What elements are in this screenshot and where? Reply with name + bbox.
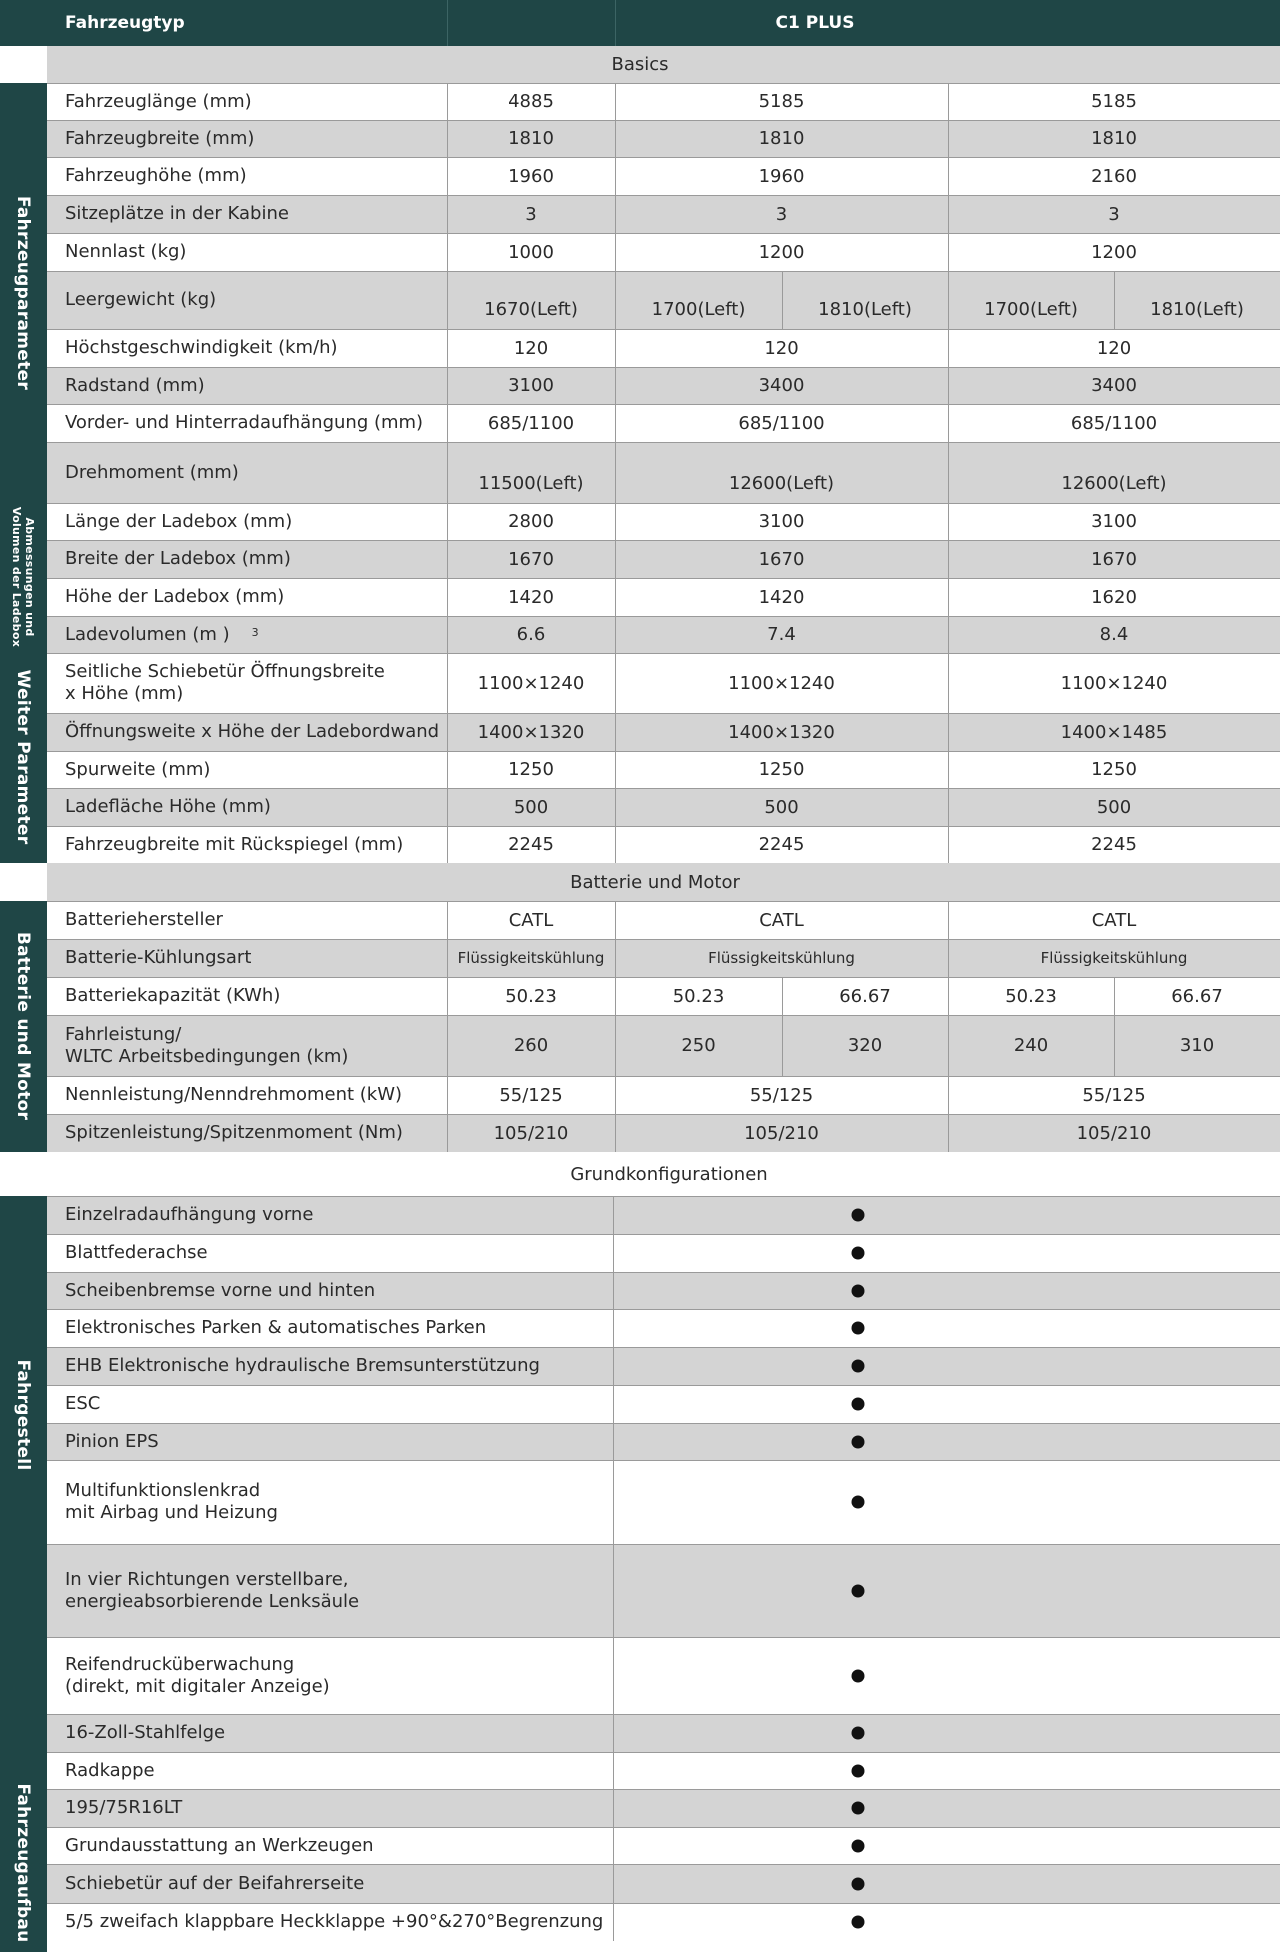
sidebar-label: Fahrzeugparameter: [13, 195, 33, 391]
row-label: 16-Zoll-Stahlfelge: [65, 1722, 226, 1743]
value-cell: Flüssigkeitskühlung: [1040, 949, 1188, 967]
value-cell: 3400: [758, 375, 805, 396]
value-cell: 2800: [508, 511, 554, 532]
value-cell: 1100×1240: [1060, 672, 1168, 694]
value-cell: 120: [1096, 337, 1132, 359]
value-cell: 320: [847, 1035, 883, 1056]
standard-feature-dot: [852, 1322, 865, 1335]
row-label: Grundausstattung an Werkzeugen: [65, 1834, 374, 1856]
row-label: Höhe der Ladebox (mm): [65, 586, 285, 607]
row-label: Einzelradaufhängung vorne: [65, 1204, 314, 1225]
value-cell: 500: [513, 796, 549, 818]
value-cell: 1960: [508, 165, 554, 187]
table-row: [47, 826, 1280, 863]
standard-feature-dot: [852, 1435, 865, 1448]
value-cell: 3: [1108, 203, 1120, 225]
table-row: [47, 1347, 1280, 1385]
row-label: Spurweite (mm): [65, 758, 211, 780]
value-cell: 2245: [1091, 834, 1137, 855]
value-cell: CATL: [759, 909, 804, 931]
row-label: Radkappe: [65, 1759, 155, 1781]
row-label: Batterie-Kühlungsart: [65, 947, 252, 968]
table-row: [47, 901, 1280, 939]
section-grund: [47, 1152, 1280, 1196]
value-cell: 685/1100: [1070, 412, 1158, 434]
value-cell: CATL: [508, 909, 554, 931]
standard-feature-dot: [852, 1398, 865, 1411]
standard-feature-dot: [852, 1916, 865, 1929]
row-label: Elektronisches Parken & automatisches Parken: [65, 1317, 487, 1338]
value-cell: 1670(Left): [484, 299, 578, 320]
standard-feature-dot: [852, 1764, 865, 1777]
table-row: [47, 1309, 1280, 1347]
table-row: [47, 442, 1280, 503]
row-label: Blattfederachse: [65, 1242, 208, 1263]
value-cell: 1810(Left): [818, 299, 912, 320]
table-row: [47, 83, 1280, 120]
standard-feature-dot: [852, 1360, 865, 1373]
value-cell: 3100: [508, 375, 554, 396]
table-row: [47, 233, 1280, 271]
row-label: In vier Richtungen verstellbare, energieabsorbierende Lenksäule: [65, 1568, 360, 1612]
row-label: Reifendrucküberwachung (direkt, mit digitaler Anzeige): [65, 1653, 330, 1697]
row-label: Fahrzeugbreite mit Rückspiegel (mm): [65, 833, 404, 855]
table-row: [47, 653, 1280, 713]
value-cell: 1400×1320: [477, 721, 585, 743]
value-cell: 8.4: [1099, 624, 1129, 645]
value-cell: 3: [775, 203, 788, 225]
value-cell: 1000: [508, 241, 554, 263]
value-cell: 4885: [508, 91, 554, 112]
value-cell: 105/210: [1076, 1122, 1152, 1144]
value-cell: 7.4: [767, 624, 796, 645]
value-cell: 1420: [758, 586, 805, 608]
value-cell: 1250: [758, 759, 805, 780]
row-label: Breite der Ladebox (mm): [65, 548, 291, 569]
table-row: [47, 540, 1280, 578]
value-cell: 500: [1096, 796, 1132, 818]
table-row: [47, 1460, 1280, 1544]
value-cell: 1100×1240: [477, 672, 585, 694]
standard-feature-dot: [852, 1584, 865, 1597]
value-cell: CATL: [1091, 909, 1137, 931]
value-cell: 50.23: [1005, 985, 1057, 1007]
value-cell: 55/125: [1082, 1084, 1146, 1106]
table-row: [47, 1827, 1280, 1864]
value-cell: 3400: [1091, 375, 1137, 396]
row-label: EHB Elektronische hydraulische Bremsunterstützung: [65, 1355, 540, 1376]
value-cell: 1400×1485: [1060, 721, 1168, 743]
value-cell: 1700(Left): [651, 299, 746, 320]
section-title: Basics: [611, 54, 669, 75]
table-row: [47, 578, 1280, 616]
table-row: [47, 939, 1280, 977]
table-row: [47, 157, 1280, 195]
value-cell: 240: [1013, 1035, 1049, 1056]
value-cell: 66.67: [1171, 985, 1223, 1007]
table-row: [47, 1864, 1280, 1903]
row-label: Batteriehersteller: [65, 909, 223, 930]
value-cell: 50.23: [672, 985, 725, 1007]
value-cell: 12600(Left): [1061, 473, 1167, 494]
table-row: [47, 788, 1280, 826]
value-cell: 1670: [508, 548, 554, 570]
table-row: [47, 367, 1280, 404]
sidebar-label: Fahrzeugaufbau: [13, 1783, 33, 1943]
table-row: [47, 751, 1280, 788]
value-cell: 1700(Left): [984, 299, 1078, 320]
standard-feature-dot: [852, 1802, 865, 1815]
table-row: [47, 1234, 1280, 1272]
sidebar-label: Abmessungen und Volumen der Ladebox: [10, 506, 36, 648]
sidebar-fahrzeugaufbau: [0, 1714, 47, 1952]
row-label: Scheibenbremse vorne und hinten: [65, 1279, 376, 1301]
value-cell: 120: [764, 337, 799, 359]
row-label: Fahrzeuglänge (mm): [65, 90, 252, 112]
row-label: Spitzenleistung/Spitzenmoment (Nm): [65, 1122, 403, 1143]
value-cell: 1250: [1091, 759, 1137, 780]
value-cell: 500: [764, 796, 799, 818]
value-cell: 1670: [1091, 548, 1137, 570]
standard-feature-dot: [852, 1496, 865, 1509]
standard-feature-dot: [852, 1669, 865, 1682]
table-row: [47, 404, 1280, 442]
standard-feature-dot: [852, 1209, 865, 1222]
sidebar-label: Fahrgestell: [13, 1359, 33, 1471]
row-label: Höchstgeschwindigkeit (km/h): [65, 337, 338, 358]
table-row: [47, 1114, 1280, 1152]
value-cell: 1620: [1091, 586, 1137, 608]
table-row: [47, 1076, 1280, 1114]
table-row: [47, 1272, 1280, 1309]
table-row: [47, 713, 1280, 751]
table-row: [47, 1903, 1280, 1941]
section-title: Batterie und Motor: [570, 871, 740, 893]
table-row: [47, 616, 1280, 653]
standard-feature-dot: [852, 1877, 865, 1890]
value-cell: 260: [513, 1035, 549, 1056]
table-row: [47, 120, 1280, 157]
value-cell: 1810(Left): [1150, 299, 1244, 320]
standard-feature-dot: [852, 1839, 865, 1852]
row-label: Schiebetür auf der Beifahrerseite: [65, 1872, 365, 1894]
table-row: [47, 1423, 1280, 1460]
row-label: Ladevolumen (m ) 3: [65, 623, 259, 645]
table-row: [47, 1714, 1280, 1752]
value-cell: 5185: [758, 91, 805, 112]
row-label: Nennleistung/Nenndrehmoment (kW): [65, 1084, 403, 1105]
value-cell: 1100×1240: [728, 672, 835, 694]
value-cell: 685/1100: [487, 412, 575, 434]
value-cell: 1810: [508, 128, 554, 149]
table-row: [47, 1385, 1280, 1423]
model-name: C1 PLUS: [775, 13, 855, 33]
table-row: [47, 1196, 1280, 1234]
value-cell: 1810: [758, 128, 805, 149]
row-label: Drehmoment (mm): [65, 461, 239, 483]
sidebar-ladebox: [0, 503, 47, 651]
row-label: ESC: [65, 1393, 101, 1414]
row-label: Länge der Ladebox (mm): [65, 510, 293, 532]
value-cell: 1670: [758, 548, 805, 570]
value-cell: 685/1100: [738, 412, 825, 434]
value-cell: 3100: [1091, 511, 1137, 532]
value-cell: 2160: [1091, 165, 1137, 187]
section-title: Grundkonfigurationen: [570, 1163, 768, 1185]
table-row: [47, 977, 1280, 1015]
table-row: [47, 1637, 1280, 1714]
table-row: [47, 195, 1280, 233]
row-label: Seitliche Schiebetür Öffnungsbreite x Höhe (mm): [65, 661, 385, 704]
value-cell: 6.6: [516, 624, 546, 645]
sidebar-label: Weiter Parameter: [13, 669, 33, 845]
table-row: [47, 1752, 1280, 1789]
standard-feature-dot: [852, 1727, 865, 1740]
row-label: Vorder- und Hinterradaufhängung (mm): [65, 412, 424, 433]
row-label: 5/5 zweifach klappbare Heckklappe +90°&270°Begrenzung: [65, 1911, 604, 1932]
value-cell: 1250: [508, 759, 554, 780]
table-row: [47, 503, 1280, 540]
table-row: [47, 271, 1280, 329]
sidebar-fahrzeugparameter: [0, 83, 47, 503]
value-cell: 1200: [1091, 241, 1137, 263]
standard-feature-dot: [852, 1284, 865, 1297]
value-cell: 120: [513, 337, 549, 359]
row-label: Multifunktionslenkrad mit Airbag und Heizung: [65, 1480, 278, 1523]
value-cell: 105/210: [493, 1122, 569, 1144]
row-label: Radstand (mm): [65, 374, 205, 396]
section-basics: [47, 46, 1280, 83]
row-label: Fahrzeughöhe (mm): [65, 165, 247, 186]
value-cell: 66.67: [839, 985, 891, 1007]
value-cell: 250: [681, 1035, 716, 1056]
row-label: Sitzeplätze in der Kabine: [65, 203, 289, 224]
value-cell: 5185: [1091, 91, 1137, 112]
sidebar-weiter: [0, 651, 47, 863]
value-cell: 12600(Left): [728, 473, 835, 494]
table-row: [47, 1015, 1280, 1076]
value-cell: 2245: [758, 834, 805, 855]
table-row: [47, 1789, 1280, 1827]
row-label: Pinion EPS: [65, 1430, 159, 1452]
row-label: Nennlast (kg): [65, 241, 187, 262]
value-cell: 310: [1179, 1035, 1215, 1056]
value-cell: 1400×1320: [728, 721, 835, 743]
value-cell: 1960: [758, 165, 805, 187]
row-label: Leergewicht (kg): [65, 289, 217, 310]
table-row: [47, 329, 1280, 367]
table-row: [47, 1544, 1280, 1637]
value-cell: 55/125: [499, 1084, 563, 1106]
value-cell: 1200: [758, 241, 805, 263]
row-label: Ladefläche Höhe (mm): [65, 796, 271, 817]
value-cell: 105/210: [744, 1122, 819, 1144]
value-cell: 2245: [508, 834, 554, 855]
section-batterie: [47, 863, 1280, 901]
value-cell: 3100: [758, 511, 805, 532]
vehicle-type-label: Fahrzeugtyp: [65, 13, 185, 33]
sidebar-batterie: [0, 901, 47, 1152]
value-cell: 50.23: [505, 985, 557, 1007]
value-cell: Flüssigkeitskühlung: [708, 949, 855, 967]
superscript: 3: [251, 626, 259, 639]
value-cell: 55/125: [749, 1084, 814, 1106]
standard-feature-dot: [852, 1247, 865, 1260]
sidebar-label: Batterie und Motor: [13, 931, 33, 1121]
sidebar-fahrgestell: [0, 1196, 47, 1714]
row-label: Öffnungsweite x Höhe der Ladebordwand: [65, 721, 440, 742]
row-label: Fahrleistung/ WLTC Arbeitsbedingungen (km): [65, 1023, 349, 1067]
value-cell: Flüssigkeitskühlung: [457, 949, 605, 967]
row-label: Fahrzeugbreite (mm): [65, 127, 255, 149]
value-cell: 11500(Left): [478, 473, 584, 494]
row-label: 195/75R16LT: [65, 1797, 183, 1818]
value-cell: 1810: [1091, 128, 1137, 149]
value-cell: 3: [525, 203, 537, 225]
row-label: Batteriekapazität (KWh): [65, 985, 281, 1006]
value-cell: 1420: [508, 586, 554, 608]
